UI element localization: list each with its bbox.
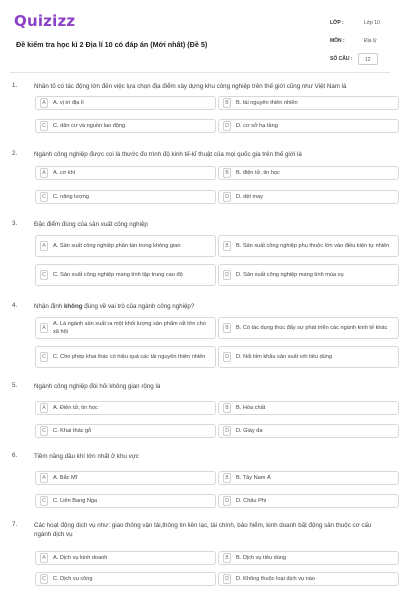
option-a[interactable] [35,551,216,565]
option-letter: B [223,473,231,483]
option-letter: A [40,403,48,413]
option-d[interactable] [218,119,399,133]
question-number: 4. [12,302,18,309]
meta-subject-value: Địa lý [364,38,377,44]
option-b[interactable] [218,551,399,565]
option-letter: C [40,426,48,436]
option-letter: B [223,403,231,413]
option-text: D. Giày da [236,428,263,434]
question-text-emphasis: không [63,303,83,310]
question-text: Nhân tố có tác động lớn đến việc lựa chọn địa điểm xây dựng khu công nghiệp trên thế giới cũng như Việt Nam là [34,83,347,90]
meta-subject-label: MÔN : [330,38,345,44]
option-a[interactable] [35,235,216,257]
option-text: A. Bắc Mĩ [53,475,78,481]
option-c[interactable] [35,119,216,133]
meta-count-row [330,52,392,66]
option-letter: B [223,168,231,178]
option-text: B. Hóa chất [236,405,266,411]
option-d[interactable] [218,424,399,438]
option-a[interactable] [35,471,216,485]
option-a[interactable] [35,96,216,110]
question-text: Tiềm năng dầu khí lớn nhất ở khu vực [34,453,139,460]
option-text: B. Dịch vụ tiêu dùng [236,555,287,561]
option-b[interactable] [218,235,399,257]
question-text-before: Nhận định [34,303,64,310]
option-text: D. dệt may [236,194,264,200]
option-text: B. Có tác dụng thúc đẩy sự phát triển các ngành kinh tế khác [236,325,388,331]
option-letter: B [223,98,231,108]
worksheet-meta [330,16,392,70]
option-text: B. Tây Nam Á [236,475,271,481]
question-number: 5. [12,382,18,389]
option-letter: C [40,352,48,362]
meta-count-value: 12 [358,53,378,65]
option-text: D. Không thuộc loại dịch vụ nào [236,576,315,582]
question-text [34,302,386,311]
question-number: 7. [12,521,18,528]
option-b[interactable] [218,96,399,110]
option-text: C. năng lượng [53,194,90,200]
option-letter: A [40,553,48,563]
question-text: Ngành công nghiệp được coi là thước đo trình độ kinh tế-kĩ thuật của mọi quốc gia trên thế giới là [34,151,302,158]
option-letter: C [40,496,48,506]
option-d[interactable] [218,572,399,586]
option-letter: A [40,241,48,251]
option-text: D. Châu Phi [236,498,267,504]
option-b[interactable] [218,471,399,485]
option-letter: D [223,270,231,280]
option-text: A. Điện tử, tin học [53,405,98,411]
option-text: C. Cho phép khai thác có hiệu quả các tài nguyên thiên nhiên [53,354,206,360]
option-letter: A [40,168,48,178]
option-letter: C [40,192,48,202]
option-text: B. Sản xuất công nghiệp phụ thuộc lớn vào điều kiện tự nhiên [236,243,390,249]
option-text: A. Dịch vụ kinh doanh [53,555,108,561]
option-letter: D [223,121,231,131]
option-letter: D [223,192,231,202]
question-number: 3. [12,220,18,227]
option-letter: D [223,352,231,362]
meta-count-label: SỐ CÂU : [330,56,353,62]
option-text: C. Sản xuất công nghiệp mang tính tập trung cao độ [53,272,183,278]
option-text: D. Sản xuất công nghiệp mang tính mùa vụ [236,272,344,278]
option-text: A. Sản xuất công nghiệp phân tán trong không gian [53,243,181,249]
option-text: C. dân cư và nguồn lao động [53,123,126,129]
option-text: A. vị trí địa lí [53,100,84,106]
question-text: Đặc điểm đúng của sản xuất công nghiệp [34,221,148,228]
quizizz-logo: Quizizz [14,12,76,30]
option-text: B. tài nguyên thiên nhiên [236,100,298,106]
option-letter: C [40,121,48,131]
option-letter: A [40,98,48,108]
option-letter: D [223,496,231,506]
option-c[interactable] [35,190,216,204]
option-d[interactable] [218,264,399,286]
meta-class-label: LỚP : [330,20,344,26]
option-text: A. cơ khí [53,170,76,176]
option-c[interactable] [35,264,216,286]
option-d[interactable] [218,190,399,204]
question-number: 1. [12,82,18,89]
option-c[interactable] [35,346,216,368]
meta-class-row [330,16,392,30]
option-text: C. Liên Bang Nga [53,498,98,504]
worksheet-header [10,8,390,70]
header-divider [10,72,390,73]
option-text: C. Dịch vụ công [53,576,93,582]
question-text: Các hoạt động dịch vụ như: giao thông vận tải,thông tin liên lạc, tài chính, bảo hiểm, kinh doanh bất động sản thuộc cơ cấu ngành dịch vụ [34,522,372,538]
option-a[interactable] [35,166,216,180]
meta-class-value: Lớp 10 [364,20,380,26]
question-text: Ngành công nghiệp đòi hỏi không gian rộng là [34,383,161,390]
option-letter: B [223,553,231,563]
option-text: B. điện tử, tin học [236,170,280,176]
option-letter: D [223,426,231,436]
question-text-after: đúng về vai trò của ngành công nghiệp? [82,303,195,310]
option-text: C. Khai thác gỗ [53,428,92,434]
option-text: D. cơ sở hạ tầng [236,123,278,129]
option-b[interactable] [218,317,399,339]
option-d[interactable] [218,494,399,508]
question-number: 6. [12,452,18,459]
worksheet-title: Đề kiểm tra học kì 2 Địa lí 10 có đáp án (Mới nhất) (Đề 5) [16,40,208,49]
option-text: A. Là ngành sản xuất ra một khối lượng sản phẩm rất lớn cho xã hội [53,321,206,335]
option-b[interactable] [218,401,399,415]
meta-subject-row [330,34,392,48]
option-letter: D [223,574,231,584]
option-a[interactable] [35,401,216,415]
option-c[interactable] [35,424,216,438]
option-d[interactable] [218,346,399,368]
option-c[interactable] [35,572,216,586]
question-number: 2. [12,150,18,157]
option-letter: B [223,241,231,251]
option-letter: A [40,473,48,483]
option-letter: A [40,323,48,333]
option-letter: B [223,323,231,333]
option-a[interactable] [35,317,216,339]
option-text: D. Nối liền khâu sản xuất với tiêu dùng [236,354,333,360]
option-letter: C [40,574,48,584]
option-c[interactable] [35,494,216,508]
option-letter: C [40,270,48,280]
option-b[interactable] [218,166,399,180]
